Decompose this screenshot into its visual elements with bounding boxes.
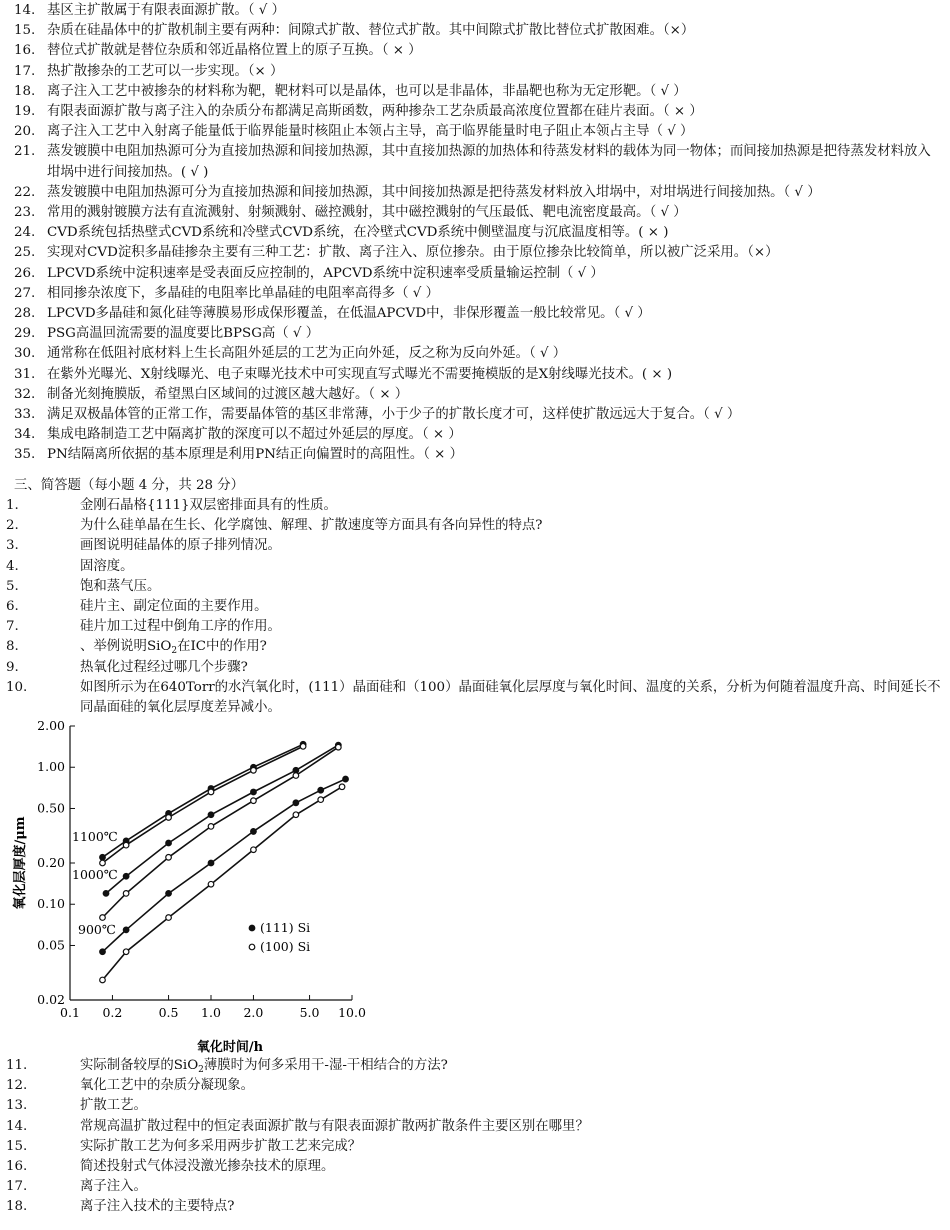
data-point (123, 891, 129, 897)
x-tick-label: 5.0 (299, 1005, 320, 1020)
tf-item (14, 142, 944, 182)
data-point (123, 949, 129, 955)
question-number: 10. (6, 679, 28, 695)
question-number: 4. (6, 558, 19, 574)
data-point (123, 927, 129, 933)
item-text: 实现对CVD淀积多晶硅掺杂主要有三种工艺：扩散、离子注入、原位掺杂。由于原位掺杂比较简单，所以被广泛采用。（×） (47, 245, 779, 261)
data-point (318, 797, 324, 803)
question-text: 硅片加工过程中倒角工序的作用。 (80, 619, 281, 635)
data-point (208, 860, 214, 866)
question-number: 2. (6, 518, 19, 534)
item-text: LPCVD多晶硅和氮化硅等薄膜易形成保形覆盖，在低温APCVD中，非保形覆盖一般比较常见。（ √ ） (47, 306, 651, 322)
question-number: 14. (6, 1118, 28, 1134)
question-number: 9. (6, 659, 19, 675)
item-text: CVD系统包括热壁式CVD系统和冷壁式CVD系统，在冷壁式CVD系统中侧壁温度与沉底温度相等。( × ) (47, 225, 669, 241)
tf-item (14, 445, 944, 465)
data-point (100, 915, 106, 921)
question-number: 7. (6, 619, 19, 635)
data-point (100, 860, 106, 866)
tf-item (14, 243, 944, 263)
question-item (6, 1056, 942, 1076)
data-point (293, 773, 299, 779)
question-number: 16. (6, 1159, 28, 1175)
item-number: 24. (14, 225, 36, 241)
tf-item (14, 344, 944, 364)
data-point (293, 800, 299, 806)
data-point (100, 977, 106, 983)
item-text: 满足双极晶体管的正常工作，需要晶体管的基区非常薄，小于少子的扩散长度才可，这样使扩散远远大于复合。（ √ ） (47, 407, 741, 423)
item-text: PN结隔离所依据的基本原理是利用PN结正向偏置时的高阻性。（ × ） (47, 447, 464, 463)
question-item (6, 577, 942, 597)
x-axis-label: 氧化时间/h (196, 1040, 264, 1055)
question-number: 11. (6, 1058, 28, 1073)
question-text: 热氧化过程经过哪几个步骤? (80, 659, 248, 675)
data-point (343, 776, 349, 782)
item-number: 18. (14, 83, 36, 99)
item-text: 热扩散掺杂的工艺可以一步实现。（× ） (47, 63, 284, 79)
legend-label: (111) Si (260, 920, 311, 935)
true-false-list (14, 1, 944, 466)
tf-item (14, 41, 944, 61)
item-number: 34. (14, 427, 36, 443)
question-text-pre: 实际制备较厚的SiO (80, 1058, 199, 1073)
item-text: 蒸发镀膜中电阻加热源可分为直接加热源和间接加热源，其中间接加热源是把待蒸发材料放入坩埚中，对坩埚进行间接加热。（ √ ） (47, 184, 821, 200)
question-item (6, 557, 942, 577)
data-point (251, 789, 257, 795)
item-number: 21. (14, 144, 36, 160)
tf-item (14, 365, 944, 385)
tf-item (14, 1, 944, 21)
item-number: 30. (14, 346, 36, 362)
y-tick-label: 0.50 (37, 800, 65, 816)
question-item (6, 658, 942, 678)
data-point (208, 789, 214, 795)
tf-item (14, 425, 944, 445)
tf-item (14, 102, 944, 122)
question-text-pre: 、举例说明SiO (80, 639, 172, 655)
data-point (336, 744, 342, 750)
item-number: 22. (14, 184, 36, 200)
data-point (251, 829, 257, 835)
data-point (123, 842, 129, 848)
question-item (6, 1137, 942, 1157)
subscript: 2 (171, 646, 178, 657)
y-tick-label: 1.00 (37, 759, 65, 775)
question-text: 离子注入技术的主要特点? (80, 1199, 235, 1215)
question-text: 金刚石晶格{111}双层密排面具有的性质。 (80, 498, 337, 513)
legend-label: (100) Si (260, 939, 311, 954)
chart-svg (10, 714, 380, 1056)
item-number: 26. (14, 265, 36, 281)
question-item (6, 1177, 942, 1197)
item-text: 蒸发镀膜中电阻加热源可分为直接加热源和间接加热源，其中直接加热源的加热体和待蒸发材料的载体为同一物体；而间接加热源是把待蒸发材料放入坩埚中进行间接加热。( √ ) (47, 144, 931, 180)
x-tick-label: 0.1 (60, 1005, 80, 1020)
item-text: 基区主扩散属于有限表面源扩散。（ √ ） (47, 3, 285, 18)
data-point (100, 855, 106, 861)
question-text: 扩散工艺。 (80, 1098, 147, 1114)
tf-item (14, 405, 944, 425)
question-item (6, 1117, 942, 1137)
item-text: 杂质在硅晶体中的扩散机制主要有两种：间隙式扩散、替位式扩散。其中间隙式扩散比替位式扩散困难。（×） (47, 23, 695, 39)
y-axis-label: 氧化层厚度/μm (13, 816, 28, 910)
tf-item (14, 223, 944, 243)
question-number: 15. (6, 1138, 28, 1154)
temperature-label: 900℃ (78, 922, 116, 937)
y-tick-label: 0.02 (37, 992, 65, 1007)
x-tick-label: 2.0 (243, 1005, 264, 1020)
data-point (300, 744, 306, 750)
item-number: 23. (14, 205, 36, 221)
question-text: 如图所示为在640Torr的水汽氧化时，(111）晶面硅和（100）晶面硅氧化层厚度与氧化时间、温度的关系，分析为何随着温度升高、时间延长不同晶面硅的氧化层厚度差异减小。 (80, 679, 941, 716)
item-text: 离子注入工艺中被掺杂的材料称为靶，靶材料可以是晶体，也可以是非晶体，非晶靶也称为无定形靶。（ √ ） (47, 83, 687, 99)
item-number: 17. (14, 63, 36, 79)
question-number: 8. (6, 639, 19, 655)
x-tick-label: 10.0 (338, 1005, 366, 1020)
item-number: 27. (14, 285, 36, 301)
item-number: 15. (14, 23, 36, 39)
x-tick-label: 1.0 (201, 1005, 221, 1020)
y-tick-label: 2.00 (37, 718, 65, 733)
item-text: 制备光刻掩膜版，希望黑白区域间的过渡区越大越好。（ × ） (47, 386, 409, 402)
tf-item (14, 324, 944, 344)
item-number: 32. (14, 386, 36, 402)
data-point (123, 873, 129, 879)
question-item (6, 597, 942, 617)
data-point (251, 847, 257, 853)
legend-marker (249, 925, 255, 931)
tf-item (14, 183, 944, 203)
question-text: 实际扩散工艺为何多采用两步扩散工艺来完成？ (80, 1138, 362, 1154)
question-text: 简述投射式气体浸没激光掺杂技术的原理。 (80, 1159, 335, 1175)
y-tick-label: 0.10 (37, 896, 65, 912)
question-item (6, 1096, 942, 1116)
question-number: 18. (6, 1199, 28, 1215)
short-answer-list-part2 (6, 1056, 942, 1218)
tf-item (14, 122, 944, 142)
x-tick-label: 0.5 (158, 1005, 179, 1020)
question-text (80, 637, 942, 657)
y-tick-label: 0.05 (37, 937, 65, 953)
tf-item (14, 203, 944, 223)
question-number: 3. (6, 538, 19, 554)
item-number: 19. (14, 104, 36, 120)
data-point (103, 891, 109, 897)
question-item (6, 496, 942, 516)
question-text: 常规高温扩散过程中的恒定表面源扩散与有限表面源扩散两扩散条件主要区别在哪里？ (80, 1118, 589, 1134)
tf-item (14, 62, 944, 82)
data-point (100, 949, 106, 955)
item-number: 14. (14, 3, 36, 18)
question-item (6, 637, 942, 657)
tf-item (14, 284, 944, 304)
legend-marker (249, 944, 255, 950)
data-point (166, 855, 172, 861)
item-text: PSG高温回流需要的温度要比BPSG高（ √ ） (47, 326, 320, 342)
item-text: 常用的溅射镀膜方法有直流溅射、射频溅射、磁控溅射，其中磁控溅射的气压最低、靶电流密度最高。（ √ ） (47, 205, 687, 221)
data-point (251, 798, 257, 804)
section-heading: 三、简答题（每小题 4 分，共 28 分） (14, 478, 245, 493)
item-text: 集成电路制造工艺中隔离扩散的深度可以不超过外延层的厚度。（ × ） (47, 427, 462, 443)
question-number: 17. (6, 1179, 28, 1195)
question-text: 画图说明硅晶体的原子排列情况。 (80, 538, 281, 554)
data-point (293, 812, 299, 818)
series-line (103, 746, 304, 863)
question-item (6, 536, 942, 556)
temperature-label: 1100℃ (72, 829, 118, 844)
tf-item (14, 82, 944, 102)
question-item (6, 617, 942, 637)
data-point (339, 784, 345, 790)
question-text-post: 在IC中的作用? (177, 639, 267, 655)
short-answer-list-part1 (6, 496, 942, 718)
question-item (6, 1157, 942, 1177)
data-point (251, 767, 257, 773)
question-text: 为什么硅单晶在生长、化学腐蚀、解理、扩散速度等方面具有各向异性的特点? (80, 518, 543, 534)
item-number: 31. (14, 366, 36, 382)
item-text: 在紫外光曝光、X射线曝光、电子束曝光技术中可实现直写式曝光不需要掩模版的是X射线曝光技术。( × ) (47, 366, 673, 382)
question-item (6, 1076, 942, 1096)
item-text: LPCVD系统中淀积速率是受表面反应控制的，APCVD系统中淀积速率受质量输运控制（ √ ） (47, 265, 604, 281)
item-text: 离子注入工艺中入射离子能量低于临界能量时核阻止本领占主导，高于临界能量时电子阻止本领占主导（ √ ） (47, 124, 694, 140)
question-item (6, 516, 942, 536)
question-text: 氧化工艺中的杂质分凝现象。 (80, 1078, 255, 1094)
item-number: 35. (14, 447, 36, 463)
data-point (166, 891, 172, 897)
item-number: 16. (14, 43, 36, 59)
item-number: 25. (14, 245, 36, 261)
oxide-thickness-chart (10, 714, 380, 1056)
question-text (80, 1056, 942, 1076)
question-item (6, 678, 942, 718)
item-number: 29. (14, 326, 36, 342)
question-number: 13. (6, 1098, 28, 1114)
question-number: 1. (6, 498, 19, 513)
question-text: 离子注入。 (80, 1179, 147, 1195)
tf-item (14, 385, 944, 405)
data-point (166, 840, 172, 846)
data-point (166, 915, 172, 921)
temperature-label: 1000℃ (72, 867, 118, 882)
item-text: 相同掺杂浓度下，多晶硅的电阻率比单晶硅的电阻率高得多（ √ ） (47, 285, 439, 301)
item-text: 替位式扩散就是替位杂质和邻近晶格位置上的原子互换。（ × ） (47, 43, 422, 59)
x-tick-label: 0.2 (102, 1005, 123, 1020)
item-number: 33. (14, 407, 36, 423)
tf-item (14, 264, 944, 284)
subscript: 2 (198, 1065, 204, 1075)
item-number: 20. (14, 124, 36, 140)
question-item (6, 1197, 942, 1217)
question-text-post: 薄膜时为何多采用干-湿-干相结合的方法? (203, 1058, 448, 1073)
data-point (208, 881, 214, 887)
item-text: 有限表面源扩散与离子注入的杂质分布都满足高斯函数，两种掺杂工艺杂质最高浓度位置都在硅片表面。（ × ） (47, 104, 703, 120)
question-number: 12. (6, 1078, 28, 1094)
data-point (208, 812, 214, 818)
data-point (166, 815, 172, 821)
item-text: 通常称在低阻衬底材料上生长高阻外延层的工艺为正向外延，反之称为反向外延。（ √ ） (47, 346, 567, 362)
item-number: 28. (14, 306, 36, 322)
data-point (208, 824, 214, 830)
question-text: 饱和蒸气压。 (80, 578, 161, 594)
question-text: 硅片主、副定位面的主要作用。 (80, 599, 268, 615)
tf-item (14, 304, 944, 324)
question-text: 固溶度。 (80, 558, 134, 574)
y-tick-label: 0.20 (37, 855, 65, 870)
tf-item (14, 21, 944, 41)
question-number: 5. (6, 578, 19, 594)
question-number: 6. (6, 599, 19, 615)
data-point (318, 787, 324, 793)
